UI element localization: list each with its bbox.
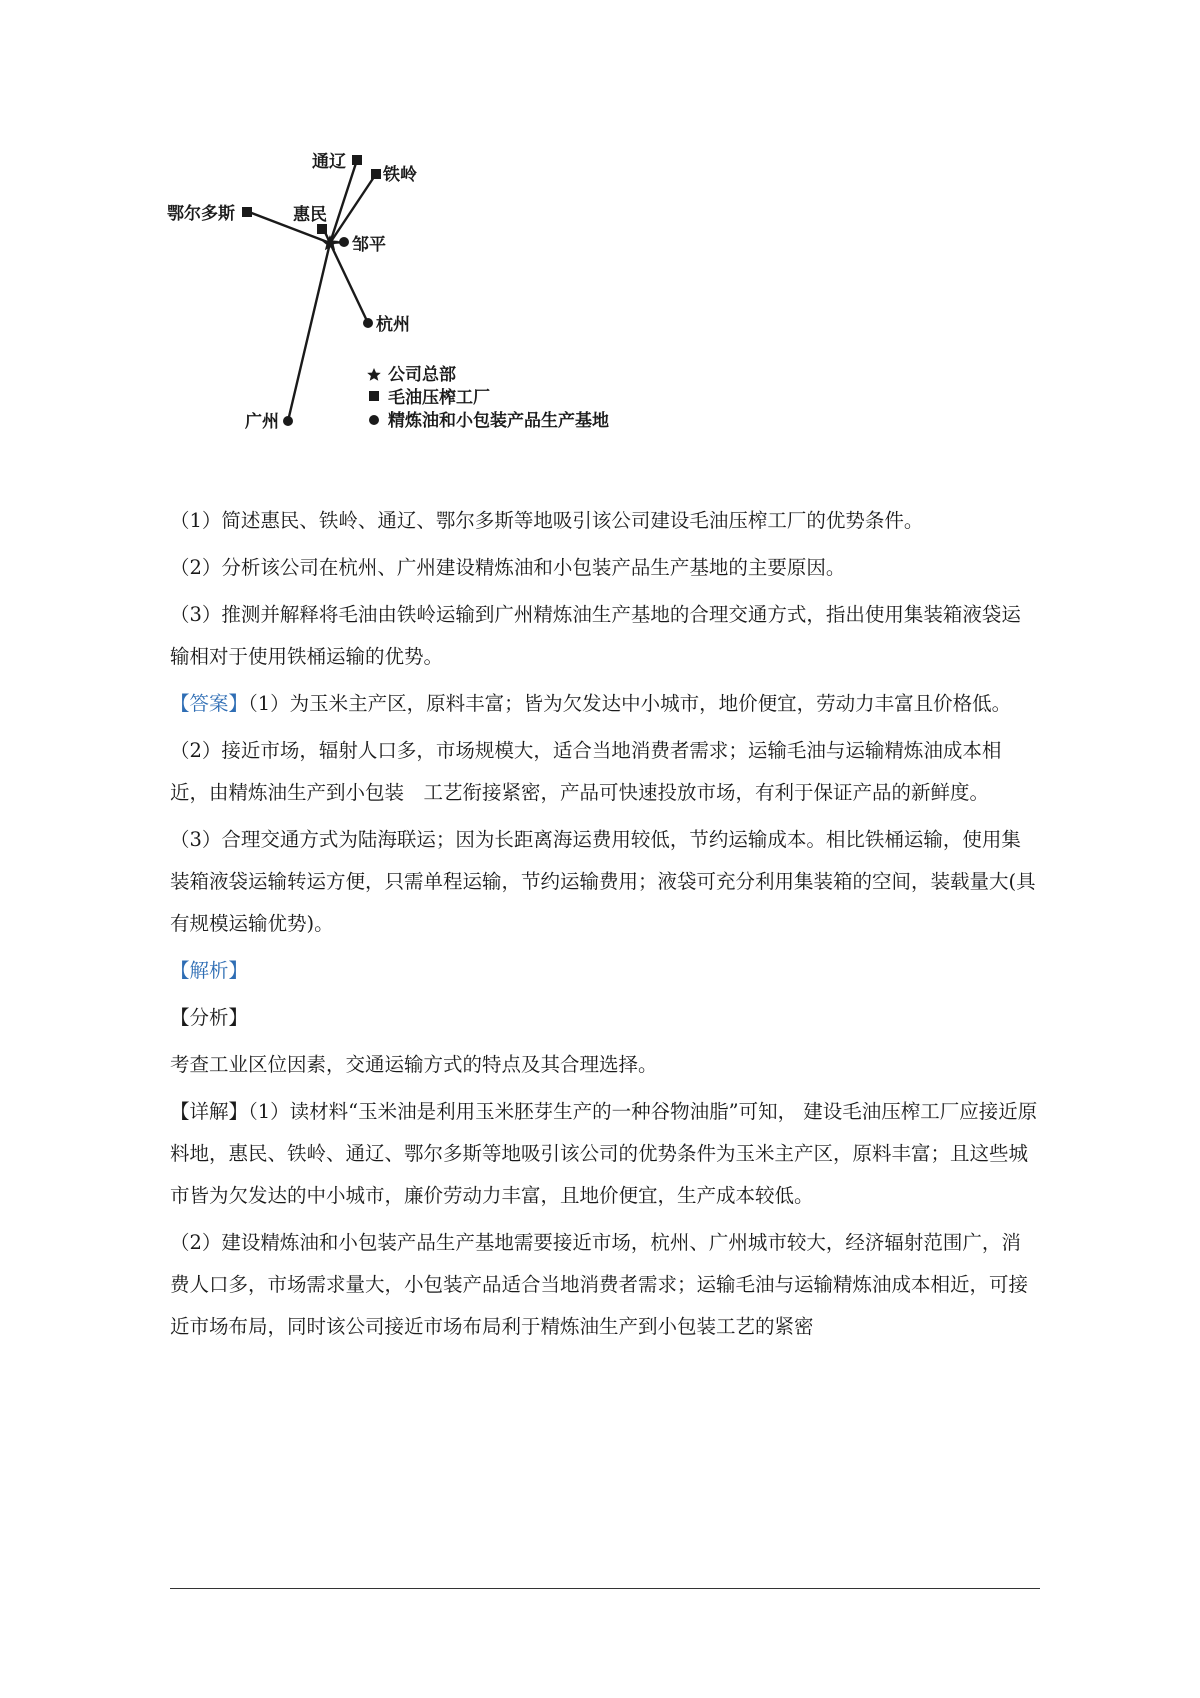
line-to-hangzhou [330, 243, 368, 323]
analysis-tag [170, 950, 1040, 992]
hangzhou-dot-icon [363, 318, 373, 328]
legend-square-icon [369, 391, 379, 401]
legend-dot-icon [369, 415, 379, 425]
tieling-square-icon [371, 169, 381, 179]
huimin-square-icon [317, 224, 327, 234]
legend-crude-label: 毛油压榨工厂 [388, 388, 490, 408]
detail-tag: 【详解】 [170, 1100, 249, 1123]
label-guangzhou: 广州 [245, 412, 279, 432]
analysis-subtag: 【分析】 [170, 1006, 249, 1029]
answer-tag: 【答案】 [170, 692, 249, 715]
question-2: （2）分析该公司在杭州、广州建设精炼油和小包装产品生产基地的主要原因。 [170, 556, 846, 579]
legend [367, 364, 609, 431]
answer-2: （2）接近市场，辐射人口多，市场规模大，适合当地消费者需求；运输毛油与运输精炼油成本相近，由精炼油生产到小包装 工艺衔接紧密，产品可快速投放市场，有利于保证产品的新鲜度。 [170, 739, 1002, 804]
label-erdos: 鄂尔多斯 [167, 204, 235, 224]
guangzhou-dot-icon [283, 416, 293, 426]
label-zouping: 邹平 [352, 235, 386, 255]
label-tieling: 铁岭 [383, 165, 417, 185]
zouping-dot-icon [339, 237, 349, 247]
line-to-tieling [330, 174, 376, 243]
tongliao-square-icon [352, 155, 362, 165]
footer-divider [170, 1588, 1040, 1589]
label-tongliao: 通辽 [312, 152, 346, 172]
question-3: （3）推测并解释将毛油由铁岭运输到广州精炼油生产基地的合理交通方式，指出使用集装箱液袋运输相对于使用铁桶运输的优势。 [170, 603, 1021, 668]
legend-refining-label: 精炼油和小包装产品生产基地 [388, 411, 609, 431]
answer-3: （3）合理交通方式为陆海联运；因为长距离海运费用较低，节约运输成本。相比铁桶运输，使用集装箱液袋运输转运方便，只需单程运输，节约运输费用；液袋可充分利用集装箱的空间，装载量大(具有规模运输优势)。 [170, 828, 1036, 935]
document-body [170, 500, 1040, 1353]
location-diagram [150, 150, 710, 490]
line-to-tongliao [330, 160, 357, 243]
analysis-summary: 考查工业区位因素，交通运输方式的特点及其合理选择。 [170, 1053, 658, 1076]
answer-1: （1）为玉米主产区，原料丰富；皆为欠发达中小城市，地价便宜，劳动力丰富且价格低。 [248, 692, 1012, 715]
detail-2: （2）建设精炼油和小包装产品生产基地需要接近市场，杭州、广州城市较大，经济辐射范围广，消费人口多，市场需求量大，小包装产品适合当地消费者需求；运输毛油与运输精炼油成本相近，可接近市场布局，同时该公司接近市场布局利于精炼油生产到小包装工艺的紧密 [170, 1231, 1029, 1338]
analysis-tag-text: 【解析】 [170, 959, 249, 982]
erdos-square-icon [242, 207, 252, 217]
question-1: （1）简述惠民、铁岭、通辽、鄂尔多斯等地吸引该公司建设毛油压榨工厂的优势条件。 [170, 509, 924, 532]
connection-lines [249, 160, 376, 421]
detail-1-paragraph [170, 1091, 1040, 1217]
label-huimin: 惠民 [293, 205, 327, 225]
label-hangzhou: 杭州 [376, 315, 410, 335]
legend-star-icon [367, 368, 381, 381]
legend-hq-label: 公司总部 [388, 365, 456, 385]
line-to-guangzhou [288, 243, 330, 421]
detail-1: （1）读材料“玉米油是利用玉米胚芽生产的一种谷物油脂”可知， 建设毛油压榨工厂应接近原料地，惠民、铁岭、通辽、鄂尔多斯等地吸引该公司的优势条件为玉米主产区，原料丰富；且这些城市皆为欠发达的中小城市，廉价劳动力丰富，且地价便宜，生产成本较低。 [170, 1100, 1038, 1207]
answer-1-paragraph [170, 683, 1040, 725]
